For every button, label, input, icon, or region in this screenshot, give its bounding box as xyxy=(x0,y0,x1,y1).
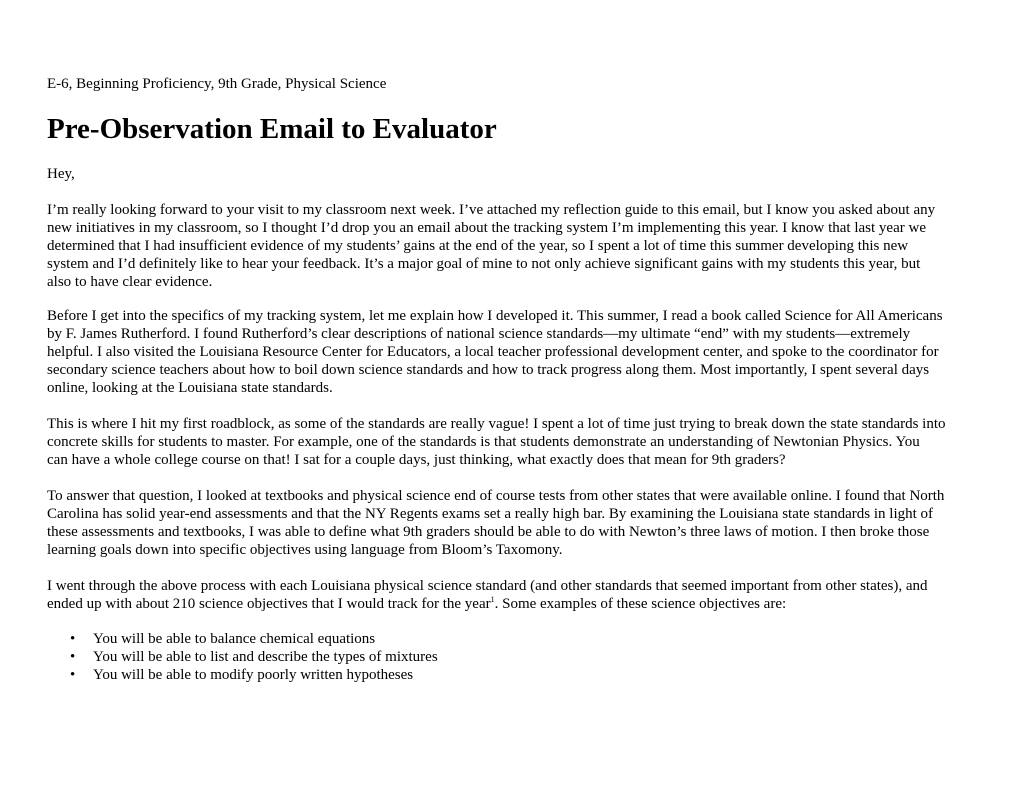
paragraph-line: learning goals down into specific objectives using language from Bloom’s Taxomony. xyxy=(47,542,563,558)
paragraph-line: these assessments and textbooks, I was able to define what 9th graders should be able to do with Newton’s three laws of motion. I then broke those xyxy=(47,524,930,540)
list-item xyxy=(47,666,438,684)
paragraph-line: concrete skills for students to master. For example, one of the standards is that students demonstrate an understanding of Newtonian Physics. You xyxy=(47,434,920,450)
paragraph-line: can have a whole college course on that! I sat for a couple days, just thinking, what exactly does that mean for 9th graders? xyxy=(47,452,786,468)
email-paragraph-1 xyxy=(47,201,987,291)
bullet-icon: • xyxy=(70,667,76,683)
page-title: Pre-Observation Email to Evaluator xyxy=(47,113,497,145)
paragraph-line: also to have clear evidence. xyxy=(47,274,213,290)
list-item xyxy=(47,630,438,648)
email-greeting: Hey, xyxy=(47,166,75,182)
paragraph-line: determined that I had insufficient evidence of my students’ gains at the end of the year, so I spent a lot of time this summer developing this new xyxy=(47,238,909,254)
paragraph-line: To answer that question, I looked at textbooks and physical science end of course tests from other states that were available online. I found that North xyxy=(47,488,945,504)
paragraph-line: helpful. I also visited the Louisiana Resource Center for Educators, a local teacher professional development center, and spoke to the coordinator for xyxy=(47,344,939,360)
list-item-text: You will be able to balance chemical equations xyxy=(93,631,376,647)
paragraph-line: system and I’d definitely like to hear your feedback. It’s a major goal of mine to not only achieve significant gains with my students this year, but xyxy=(47,256,921,272)
paragraph-line: Carolina has solid year-end assessments and that the NY Regents exams set a really high bar. By examining the Louisiana state standards in light of xyxy=(47,506,934,522)
paragraph-line: online, looking at the Louisiana state standards. xyxy=(47,380,333,396)
paragraph-line: new initiatives in my classroom, so I thought I’d drop you an email about the tracking system I’m implementing this year. I know that last year we xyxy=(47,220,926,236)
email-paragraph-3 xyxy=(47,415,987,469)
list-item-text: You will be able to modify poorly written hypotheses xyxy=(93,667,414,683)
list-item xyxy=(47,648,438,666)
email-paragraph-4 xyxy=(47,487,987,559)
paragraph-line: secondary science teachers about how to boil down science standards and how to track progress along them. Most importantly, I spent several days xyxy=(47,362,930,378)
paragraph-line: by F. James Rutherford. I found Rutherford’s clear descriptions of national science standards—my ultimate “end” with my students—extremely xyxy=(47,326,911,342)
document-meta-line: E-6, Beginning Proficiency, 9th Grade, Physical Science xyxy=(47,76,387,92)
paragraph-line: I went through the above process with each Louisiana physical science standard (and other standards that seemed important from other states), and xyxy=(47,578,928,594)
paragraph-text: . Some examples of these science objectives are: xyxy=(494,596,787,612)
bullet-icon: • xyxy=(70,649,76,665)
paragraph-line: Before I get into the specifics of my tracking system, let me explain how I developed it. This summer, I read a book called Science for All Americans xyxy=(47,308,943,324)
email-paragraph-5 xyxy=(47,577,987,613)
objectives-list xyxy=(47,630,438,684)
paragraph-line xyxy=(47,595,987,613)
list-item-text: You will be able to list and describe the types of mixtures xyxy=(93,649,438,665)
paragraph-text: ended up with about 210 science objectives that I would track for the year xyxy=(47,596,491,612)
paragraph-line: I’m really looking forward to your visit to my classroom next week. I’ve attached my reflection guide to this email, but I know you asked about any xyxy=(47,202,936,218)
bullet-icon: • xyxy=(70,631,76,647)
email-paragraph-2 xyxy=(47,307,987,397)
paragraph-line: This is where I hit my first roadblock, as some of the standards are really vague! I spent a lot of time just trying to break down the state standards into xyxy=(47,416,946,432)
footnote-marker[interactable]: 1 xyxy=(490,595,495,604)
